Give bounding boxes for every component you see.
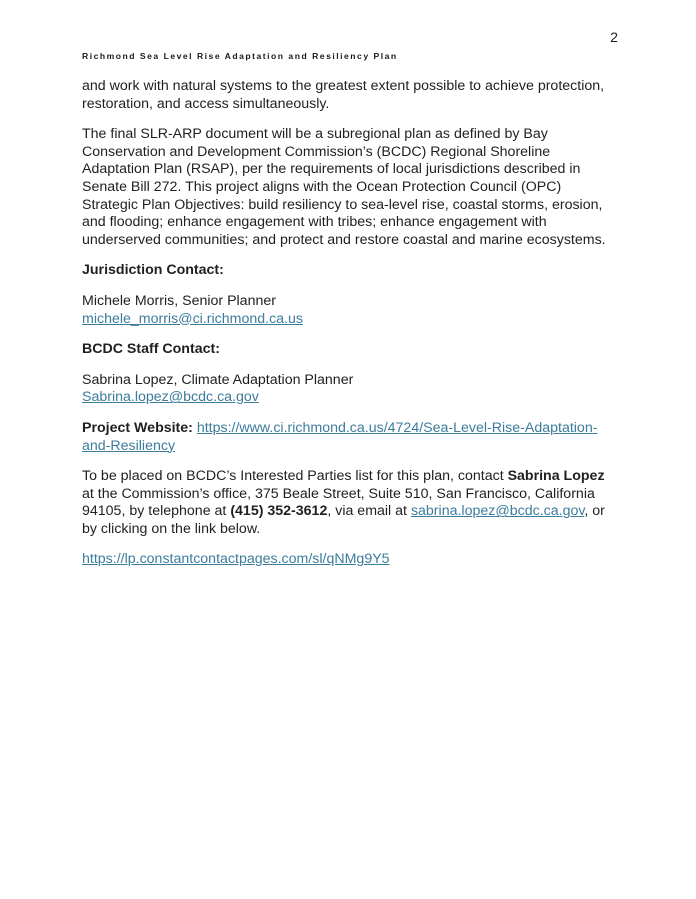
page-number: 2: [610, 30, 618, 46]
interested-parties-paragraph: [82, 468, 618, 538]
project-website-label: Project Website:: [82, 419, 197, 436]
interested-parties-text-4: , or by clicking on the link below.: [82, 503, 605, 537]
signup-link-paragraph: [82, 551, 618, 569]
paragraph-plan-text: The final SLR-ARP document will be a subregional plan as defined by Bay Conservation and Development Commission’s (BCDC) Regional Shoreline Adaptation Plan (RSAP), per the requirements of local jurisdictions described in Senate Bill 272. This project aligns with the Ocean Protection Council (OPC) Strategic Plan Objectives: build resiliency to sea-level rise, coastal storms, erosion, and flooding; enhance engagement with tribes; enhance engagement with underserved communities; and protect and restore coastal and marine ecosystems.: [82, 126, 606, 248]
interested-parties-text-3: , via email at: [327, 503, 411, 520]
jurisdiction-contact-heading: [82, 262, 618, 280]
signup-link[interactable]: https://lp.constantcontactpages.com/sl/qNMg9Y5: [82, 551, 390, 568]
bcdc-contact-heading-text: BCDC Staff Contact:: [82, 341, 220, 358]
jurisdiction-contact-block: [82, 293, 618, 328]
project-website-paragraph: [82, 420, 618, 455]
jurisdiction-contact-heading-text: Jurisdiction Contact:: [82, 262, 224, 279]
paragraph-plan: [82, 126, 618, 249]
jurisdiction-contact-email-link[interactable]: michele_morris@ci.richmond.ca.us: [82, 310, 303, 327]
paragraph-intro: [82, 78, 618, 113]
interested-parties-phone: (415) 352-3612: [230, 503, 328, 520]
paragraph-intro-text: and work with natural systems to the greatest extent possible to achieve protection, restoration, and access simultaneously.: [82, 78, 605, 112]
project-website-link[interactable]: https://www.ci.richmond.ca.us/4724/Sea-Level-Rise-Adaptation-and-Resiliency: [82, 419, 598, 454]
interested-parties-text-2: at the Commission’s office, 375 Beale Street, Suite 510, San Francisco, California 94105, by telephone at: [82, 485, 595, 520]
jurisdiction-contact-name: Michele Morris, Senior Planner: [82, 292, 276, 309]
interested-parties-text-1: To be placed on BCDC’s Interested Parties list for this plan, contact: [82, 468, 508, 485]
bcdc-contact-email-link[interactable]: Sabrina.lopez@bcdc.ca.gov: [82, 389, 259, 406]
running-header: Richmond Sea Level Rise Adaptation and Resiliency Plan: [82, 51, 398, 61]
bcdc-contact-name: Sabrina Lopez, Climate Adaptation Planner: [82, 371, 354, 388]
interested-parties-contact-name: Sabrina Lopez: [507, 468, 605, 485]
bcdc-contact-heading: [82, 341, 618, 359]
interested-parties-email-link[interactable]: sabrina.lopez@bcdc.ca.gov: [410, 503, 585, 520]
bcdc-contact-block: [82, 372, 618, 407]
